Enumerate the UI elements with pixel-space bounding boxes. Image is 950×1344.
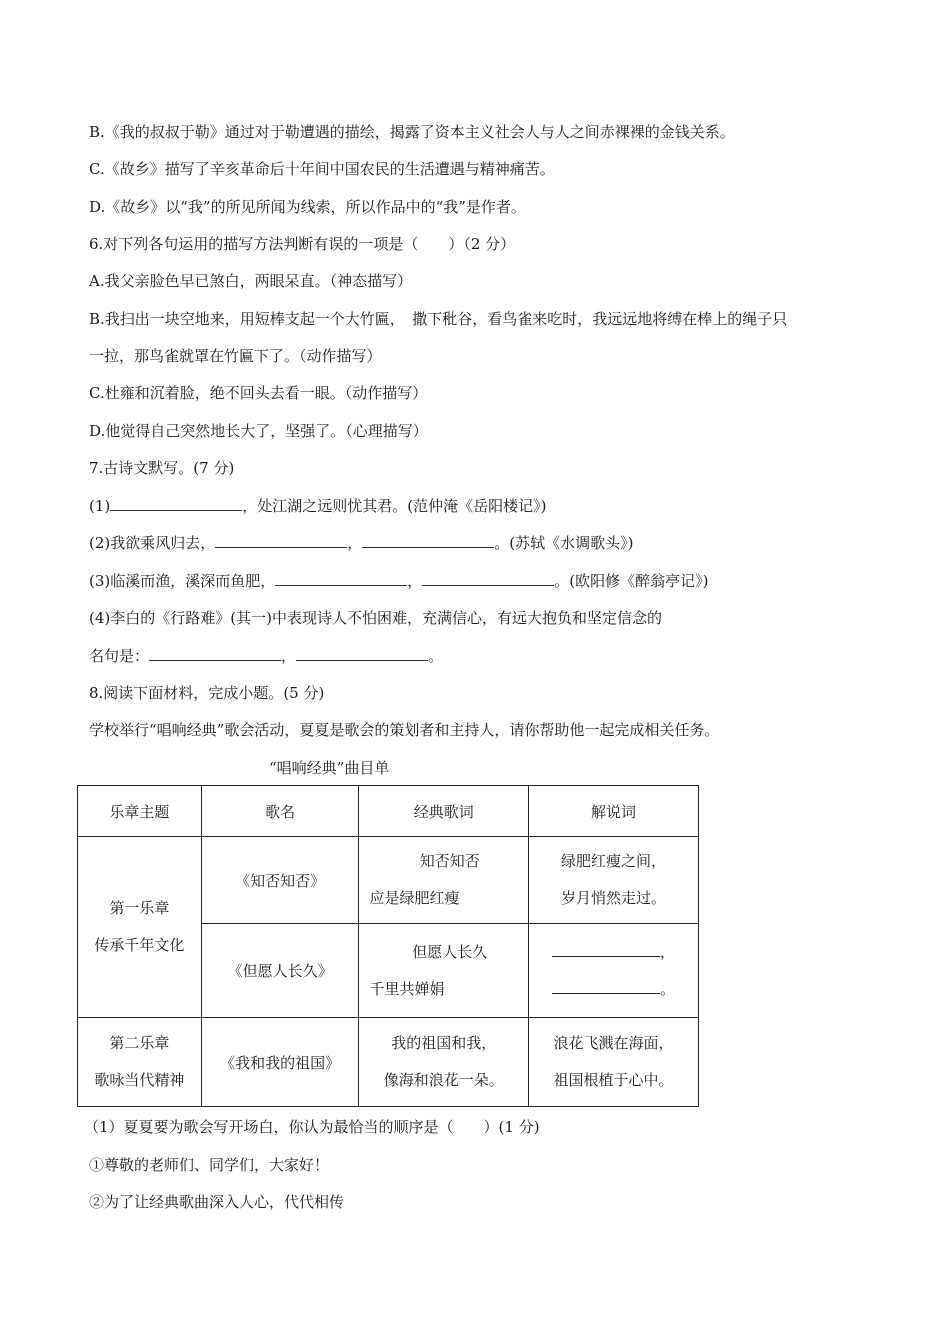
chapter-2-cell bbox=[78, 1018, 202, 1107]
song-3: 《我和我的祖国》 bbox=[201, 1018, 359, 1107]
q7-2-blank-2[interactable] bbox=[362, 533, 494, 548]
q7-item-2 bbox=[89, 533, 633, 553]
lyric-1-line-2: 应是绿肥红瘦 bbox=[369, 889, 460, 907]
question-7: 7.古诗文默写。(7 分) bbox=[89, 459, 235, 477]
option-b-uncle-jules: B.《我的叔叔于勒》通过对于勒遭遇的描绘，揭露了资本主义社会人与人之间赤裸裸的金钱关系。 bbox=[89, 123, 735, 141]
chapter-2-theme: 歌咏当代精神 bbox=[94, 1071, 185, 1089]
note-2-blank-2[interactable] bbox=[552, 979, 660, 994]
header-lyrics: 经典歌词 bbox=[359, 786, 529, 837]
q6-option-d: D.他觉得自己突然地长大了，坚强了。（心理描写） bbox=[89, 422, 428, 440]
chapter-1-theme: 传承千年文化 bbox=[94, 936, 185, 954]
lyric-2-cell bbox=[359, 924, 529, 1018]
q6-option-b: B.我扫出一块空地来，用短棒支起一个大竹匾， 撒下秕谷，看鸟雀来吃时，我远远地将缚在棒上的绳子只 bbox=[89, 310, 788, 328]
q8-sub-1-item-2: ②为了让经典歌曲深入人心，代代相传 bbox=[89, 1193, 345, 1211]
q7-4-period: 。 bbox=[428, 647, 444, 665]
q7-1-prefix: (1) bbox=[89, 497, 111, 515]
q7-4-blank-2[interactable] bbox=[296, 646, 428, 661]
lyric-2-line-1: 但愿人长久 bbox=[412, 942, 488, 961]
header-commentary: 解说词 bbox=[529, 786, 699, 837]
q7-4-label: 名句是： bbox=[89, 647, 150, 665]
song-1: 《知否知否》 bbox=[201, 837, 359, 924]
table-caption: “唱响经典”曲目单 bbox=[269, 759, 390, 777]
option-c-hometown: C.《故乡》描写了辛亥革命后十年间中国农民的生活遭遇与精神痛苦。 bbox=[89, 160, 555, 178]
note-2-period: 。 bbox=[660, 979, 676, 998]
lyric-2-line-2: 千里共婵娟 bbox=[369, 979, 445, 998]
q7-2-text: (2)我欲乘风归去， bbox=[89, 534, 216, 552]
note-3-cell bbox=[529, 1018, 699, 1107]
q8-sub-1: （1）夏夏要为歌会写开场白，你认为最恰当的顺序是（ ）(1 分) bbox=[84, 1118, 540, 1136]
table-row bbox=[78, 837, 699, 924]
q8-intro: 学校举行“唱响经典”歌会活动，夏夏是歌会的策划者和主持人，请你帮助他一起完成相关任务。 bbox=[89, 721, 720, 739]
q7-2-source: 。(苏轼《水调歌头》) bbox=[494, 534, 634, 552]
q7-3-blank-1[interactable] bbox=[275, 571, 407, 586]
lyric-3-line-2: 像海和浪花一朵。 bbox=[383, 1071, 504, 1089]
lyric-3-line-1: 我的祖国和我， bbox=[391, 1034, 497, 1052]
question-8: 8.阅读下面材料，完成小题。(5 分) bbox=[89, 684, 325, 702]
q7-4-comma: ， bbox=[281, 647, 297, 665]
q7-4-blank-1[interactable] bbox=[149, 646, 281, 661]
song-2: 《但愿人长久》 bbox=[201, 924, 359, 1018]
q7-3-source: 。(欧阳修《醉翁亭记》) bbox=[554, 572, 709, 590]
q7-1-blank[interactable] bbox=[110, 496, 242, 511]
q7-item-3 bbox=[89, 571, 708, 591]
lyric-1-cell bbox=[359, 837, 529, 924]
note-2-comma: ， bbox=[660, 942, 676, 961]
q7-3-comma: ， bbox=[407, 572, 423, 590]
note-2-cell bbox=[529, 924, 699, 1018]
q7-2-blank-1[interactable] bbox=[215, 533, 347, 548]
q7-item-4: (4)李白的《行路难》(其一)中表现诗人不怕困难，充满信心，有远大抱负和坚定信念的 bbox=[89, 609, 662, 627]
chapter-2-title: 第二乐章 bbox=[109, 1034, 170, 1052]
lyric-3-cell bbox=[359, 1018, 529, 1107]
q7-3-blank-2[interactable] bbox=[422, 571, 554, 586]
note-2-blank-1[interactable] bbox=[552, 942, 660, 957]
note-1-line-1: 绿肥红瘦之间， bbox=[561, 852, 667, 870]
header-theme: 乐章主题 bbox=[78, 786, 202, 837]
q7-1-text: ，处江湖之远则忧其君。(范仲淹《岳阳楼记》) bbox=[242, 497, 547, 515]
question-6: 6.对下列各句运用的描写方法判断有误的一项是（ ）（2 分） bbox=[89, 235, 516, 253]
lyric-1-line-1: 知否知否 bbox=[419, 852, 480, 870]
q6-option-a: A.我父亲脸色早已煞白，两眼呆直。（神态描写） bbox=[89, 272, 413, 290]
note-1-cell bbox=[529, 837, 699, 924]
option-d-hometown: D.《故乡》以“我”的所见所闻为线索，所以作品中的“我”是作者。 bbox=[89, 198, 526, 216]
note-1-line-2: 岁月悄然走过。 bbox=[561, 889, 667, 907]
q8-sub-1-item-1: ①尊敬的老师们、同学们，大家好！ bbox=[89, 1156, 330, 1174]
q7-2-comma: ， bbox=[347, 534, 363, 552]
header-song: 歌名 bbox=[201, 786, 359, 837]
table-header-row bbox=[78, 786, 699, 837]
q7-3-text: (3)临溪而渔，溪深而鱼肥， bbox=[89, 572, 276, 590]
q7-item-4-answer bbox=[89, 646, 443, 666]
q7-item-1 bbox=[89, 496, 546, 516]
song-list-table bbox=[77, 785, 699, 1107]
chapter-1-title: 第一乐章 bbox=[109, 899, 170, 917]
note-3-line-2: 祖国根植于心中。 bbox=[553, 1071, 674, 1089]
q6-option-c: C.杜雍和沉着脸，绝不回头去看一眼。（动作描写） bbox=[89, 384, 428, 402]
note-3-line-1: 浪花飞溅在海面， bbox=[553, 1034, 674, 1052]
chapter-1-cell bbox=[78, 837, 202, 1018]
q6-option-b-continued: 一拉，那鸟雀就罩在竹匾下了。（动作描写） bbox=[89, 347, 382, 365]
table-row bbox=[78, 1018, 699, 1107]
